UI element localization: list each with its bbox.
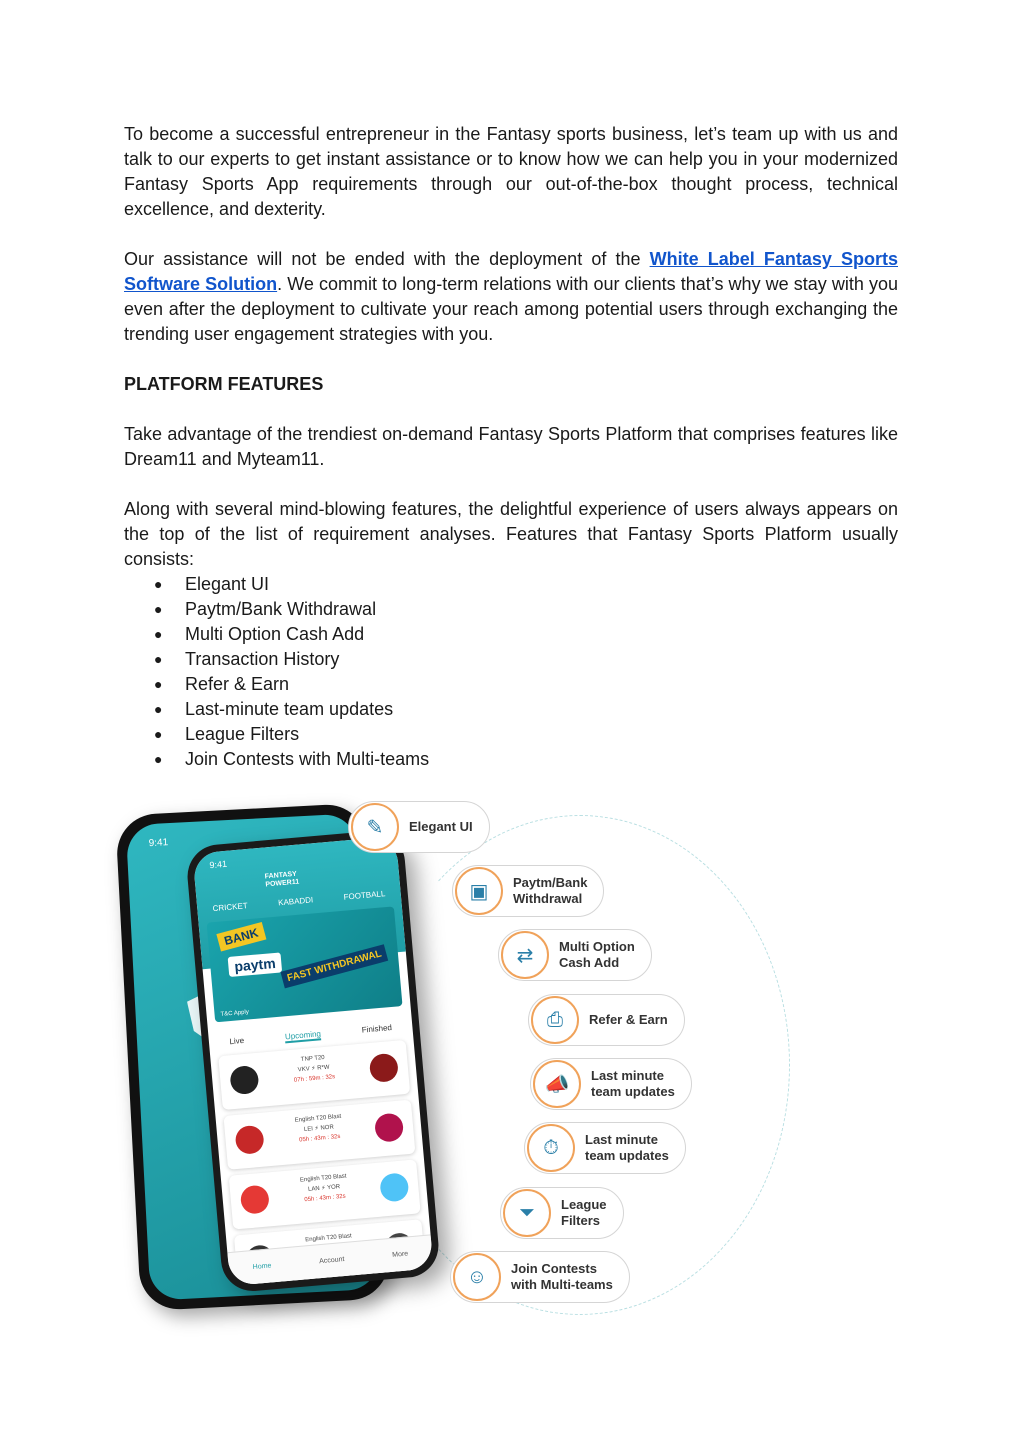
banner-tc: T&C Apply <box>220 1009 250 1018</box>
pill-label: League Filters <box>561 1197 607 1228</box>
feature-pill-team-updates <box>530 1058 692 1110</box>
refer-icon: ⎙ <box>531 996 579 1044</box>
tab-finished: Finished <box>361 1023 393 1035</box>
match-league: English T20 Blast <box>305 1233 352 1244</box>
users-icon: ☺ <box>453 1253 501 1301</box>
pill-label: Join Contests with Multi-teams <box>511 1261 613 1292</box>
match-league: English T20 Blast <box>294 1113 342 1124</box>
match-timer: 05h : 43m : 32s <box>304 1193 346 1204</box>
match-card <box>229 1159 421 1229</box>
cash-transfer-icon: ⇄ <box>501 931 549 979</box>
feature-pill-join-contests <box>450 1251 630 1303</box>
section-heading: PLATFORM FEATURES <box>124 374 324 394</box>
document-clock-icon: ⏱ <box>527 1124 575 1172</box>
feature-pill-transaction-updates <box>524 1122 686 1174</box>
pill-label: Paytm/Bank Withdrawal <box>513 875 588 906</box>
match-card <box>223 1100 415 1170</box>
match-league: TNP T20 <box>300 1054 325 1064</box>
match-timer: 07h : 59m : 32s <box>293 1074 336 1084</box>
intro-paragraph: To become a successful entrepreneur in the Fantasy sports business, let’s team up with us and talk to our experts to get instant assistance or to know how we can help you in your modernized Fantasy Sports App requirements through our out-of-the-box thought process, technical excellence, and dexterity. <box>124 124 898 219</box>
feature-pill-withdrawal <box>452 865 604 917</box>
pill-label: Multi Option Cash Add <box>559 939 635 970</box>
feature-pill-refer-earn <box>528 994 685 1046</box>
feature-list <box>124 572 898 772</box>
phone-front-time: 9:41 <box>209 858 228 871</box>
match-timer: 05h : 43m : 32s <box>298 1133 341 1144</box>
assistance-text-start: Our assistance will not be ended with the deployment of the <box>124 249 650 269</box>
tab-upcoming: Upcoming <box>284 1029 322 1042</box>
tab-football: FOOTBALL <box>343 889 386 902</box>
match-teams: LEI ⚡ NOR <box>303 1124 335 1134</box>
design-tools-icon: ✎ <box>351 803 399 851</box>
tab-live: Live <box>229 1035 245 1047</box>
white-label-link[interactable]: White Label Fantasy Sports Software Solution <box>124 249 898 294</box>
nav-more: More <box>391 1250 409 1259</box>
pill-label: Last minute team updates <box>591 1068 675 1099</box>
features-illustration <box>120 795 720 1315</box>
match-league: English T20 Blast <box>299 1173 347 1184</box>
nav-account: Account <box>318 1256 345 1266</box>
match-card <box>218 1040 410 1110</box>
pill-label: Refer & Earn <box>589 1012 668 1027</box>
list-item: ● Transaction History <box>124 647 898 672</box>
assistance-paragraph <box>124 247 898 347</box>
platform-paragraph: Take advantage of the trendiest on-demand Fantasy Sports Platform that comprises features like Dream11 and Myteam11. <box>124 424 898 469</box>
phone-front <box>185 828 441 1293</box>
app-logo: FANTASY POWER11 <box>264 870 300 889</box>
megaphone-icon: 📣 <box>533 1060 581 1108</box>
promo-banner <box>207 906 403 1022</box>
pill-label: Elegant UI <box>409 819 473 834</box>
feature-pill-league-filters <box>500 1187 624 1239</box>
feature-pill-cash-add <box>498 929 652 981</box>
nav-home: Home <box>252 1262 272 1272</box>
document-body <box>124 122 898 772</box>
app-header <box>192 836 405 1018</box>
list-item: ● Last-minute team updates <box>124 697 898 722</box>
list-item: ● Multi Option Cash Add <box>124 622 898 647</box>
list-item: ● Elegant UI <box>124 572 898 597</box>
list-item: ● Join Contests with Multi-teams <box>124 747 898 772</box>
phone-front-screen <box>192 836 433 1286</box>
tab-cricket: CRICKET <box>212 901 249 914</box>
feature-pill-elegant-ui <box>348 801 490 853</box>
match-teams: LAN ⚡ YOR <box>307 1184 341 1193</box>
list-item: ● Refer & Earn <box>124 672 898 697</box>
pill-label: Last minute team updates <box>585 1132 669 1163</box>
banner-paytm: paytm <box>228 952 283 977</box>
list-item: ● Paytm/Bank Withdrawal <box>124 597 898 622</box>
filter-icon: ⏷ <box>503 1189 551 1237</box>
list-item: ● League Filters <box>124 722 898 747</box>
phone-back-time: 9:41 <box>148 837 169 850</box>
assistance-text-end: . We commit to long-term relations with our clients that’s why we stay with you even after the deployment to cultivate your reach among potential users through exchanging the trending user engagement strategies with you. <box>124 274 899 344</box>
tab-kabaddi: KABADDI <box>277 895 314 908</box>
features-intro-paragraph: Along with several mind-blowing features, the delightful experience of users always appears on the top of the list of requirement analyses. Features that Fantasy Sports Platform usually consists: <box>124 499 898 569</box>
banner-bank: BANK <box>216 922 266 951</box>
banner-fast-withdrawal: FAST WITHDRAWAL <box>280 944 388 988</box>
wallet-icon: ▣ <box>455 867 503 915</box>
match-teams: VKV ⚡ R*W <box>297 1064 330 1074</box>
